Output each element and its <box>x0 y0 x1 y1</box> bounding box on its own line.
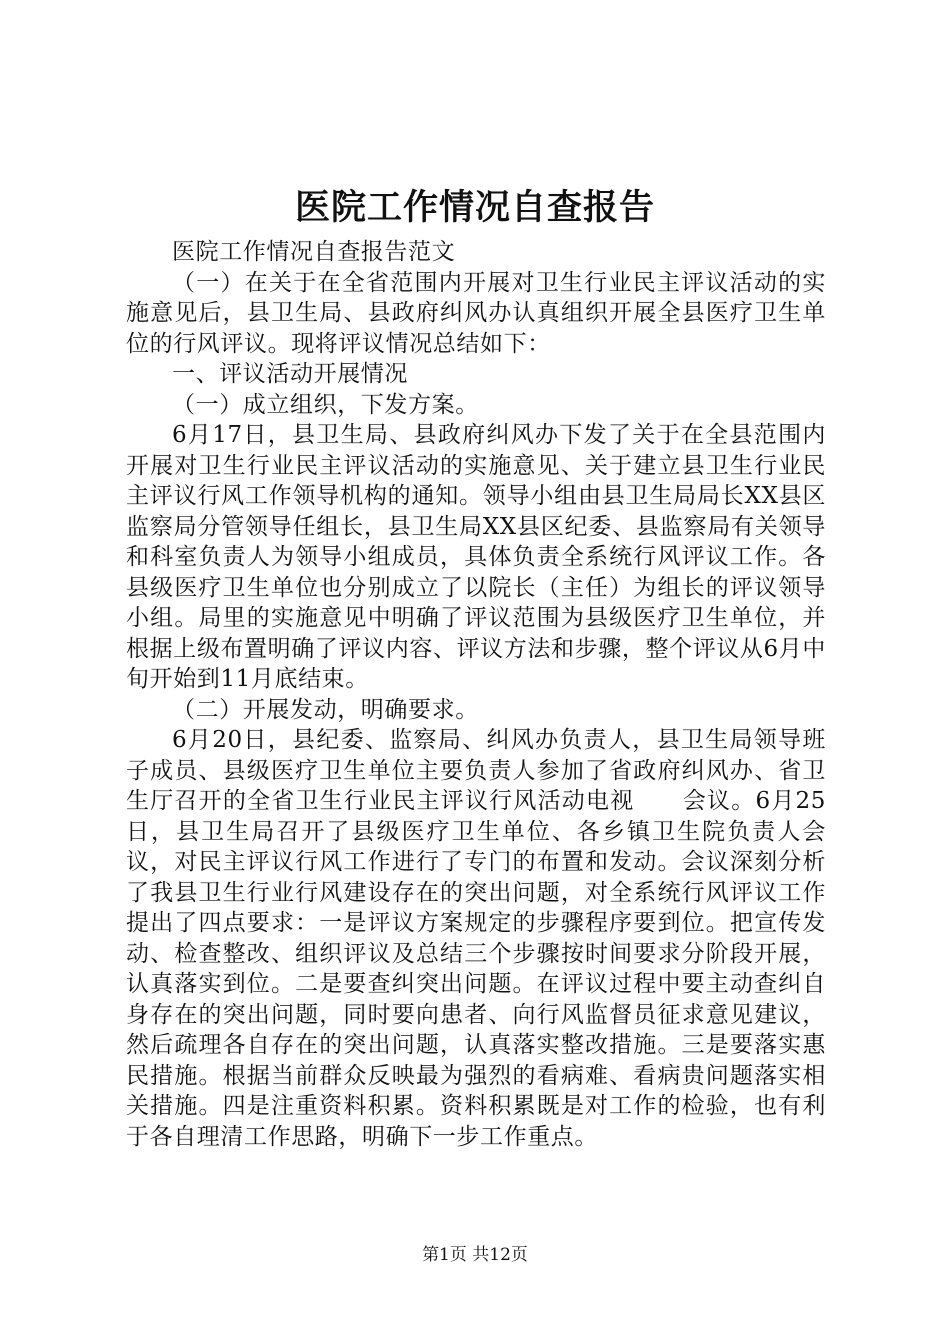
section-heading-1: 一、评议活动开展情况 <box>172 361 408 387</box>
subsection-heading-2: （二）开展发动，明确要求。 <box>172 696 479 723</box>
paragraph-subtitle: 医院工作情况自查报告范文 <box>172 239 456 265</box>
paragraph-intro: （一）在关于在全省范围内开展对卫生行业民主评议活动的实施意见后，县卫生局、县政府纠风办认真组织开展全县医疗卫生单位的行风评议。现将评议情况总结如下： <box>126 269 826 357</box>
document-body <box>126 237 826 1152</box>
paragraph-mobilization: 6月20日，县纪委、监察局、纠风办负责人，县卫生局领导班子成员、县级医疗卫生单位主要负责人参加了省政府纠风办、省卫生厅召开的全省卫生行业民主评议行风活动电视 会议。6月25日，县卫生局召开了县级医疗卫生单位、各乡镇卫生院负责人会议，对民主评议行风工作进行了专门的布置和发动。会议深刻分析了我县卫生行业行风建设存在的突出问题，对全系统行风评议工作提出了四点要求：一是评议方案规定的步骤程序要到位。把宣传发动、检查整改、组织评议及总结三个步骤按时间要求分阶段开展，认真落实到位。二是要查纠突出问题。在评议过程中要主动查纠自身存在的突出问题，同时要向患者、向行风监督员征求意见建议，然后疏理各自存在的突出问题，认真落实整改措施。三是要落实惠民措施。根据当前群众反映最为强烈的看病难、看病贵问题落实相关措施。四是注重资料积累。资料积累既是对工作的检验，也有利于各自理清工作思路，明确下一步工作重点。 <box>126 727 826 1150</box>
document-title: 医院工作情况自查报告 <box>294 187 655 228</box>
paragraph-organization: 6月17日，县卫生局、县政府纠风办下发了关于在全县范围内开展对卫生行业民主评议活动的实施意见、关于建立县卫生行业民主评议行风工作领导机构的通知。领导小组由县卫生局局长XX县区监察局分管领导任组长，县卫生局XX县区纪委、县监察局有关领导和科室负责人为领导小组成员，具体负责全系统行风评议工作。各县级医疗卫生单位也分别成立了以院长（主任）为组长的评议领导小组。局里的实施意见中明确了评议范围为县级医疗卫生单位，并根据上级布置明确了评议内容、评议方法和步骤，整个评议从6月中旬开始到11月底结束。 <box>126 422 826 692</box>
page-footer: 第1页 共12页 <box>422 1245 528 1265</box>
subsection-heading-1: （一）成立组织，下发方案。 <box>172 391 479 418</box>
